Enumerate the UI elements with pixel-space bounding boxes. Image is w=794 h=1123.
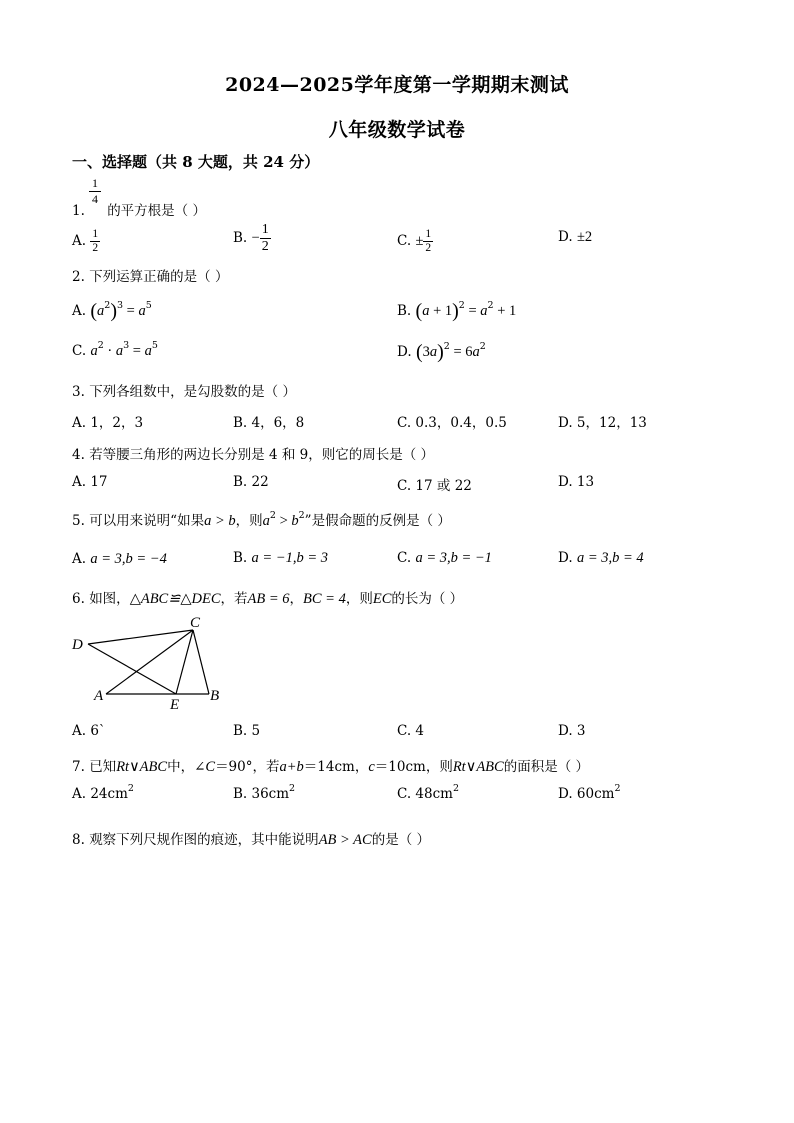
q1-option-b[interactable]: B. − $\frac{1}{2}$ <box>233 222 269 254</box>
q4-option-a[interactable]: A. 17 <box>72 474 108 490</box>
question-number: 6. <box>72 591 85 607</box>
q1-option-c[interactable]: C. ± $\frac{1}{2}$ <box>397 228 432 254</box>
fraction: $\frac{1}{2}$ <box>92 228 99 254</box>
q2-option-d[interactable]: D. $(3a)^2 = 6a^2$ <box>397 341 486 363</box>
q2-option-c[interactable]: C. $a^2 \cdot a^3 = a^5$ <box>72 340 158 359</box>
question-1 <box>72 199 206 219</box>
question-5: 5. 可以用来说明“如果a > b，则$a^2 > b^2$”是假命题的反例是（ ） <box>72 510 451 529</box>
question-number: 8. <box>72 832 85 848</box>
label-e: E <box>170 697 180 712</box>
q1-option-a[interactable]: A. $\frac{1}{2}$ <box>72 228 99 254</box>
label-c: C <box>190 615 201 631</box>
question-number: 2. <box>72 269 85 285</box>
q6-option-c[interactable]: C. 4 <box>397 723 425 739</box>
question-number: 5. <box>72 513 85 529</box>
q5-option-c[interactable]: C. a = 3,b = −1 <box>397 550 492 566</box>
q2-option-a[interactable]: A. $(a^2)^3 = a^5$ <box>72 300 152 322</box>
math-expression: $(a + 1)^2 = a^2 + 1$ <box>415 300 517 322</box>
label-d: D <box>72 637 83 653</box>
question-stem: 下列各组数中，是勾股数的是（ ） <box>89 384 296 400</box>
math-inline: $a^2 > b^2$ <box>262 510 305 529</box>
q5-option-b[interactable]: B. a = −1,b = 3 <box>233 550 328 566</box>
question-2 <box>72 265 228 285</box>
q1-option-d[interactable]: D. ±2 <box>558 229 593 245</box>
q6-option-b[interactable]: B. 5 <box>233 723 261 739</box>
label-b: B <box>210 688 220 704</box>
exam-subtitle: 八年级数学试卷 <box>328 119 466 141</box>
q3-option-a[interactable]: A. 1，2，3 <box>72 415 144 431</box>
fraction: $\frac{1}{2}$ <box>425 228 432 254</box>
q7-option-a[interactable]: A. $24cm^2$ <box>72 783 134 802</box>
segment-ec <box>176 630 193 694</box>
question-8: 8. 观察下列尺规作图的痕迹，其中能说明AB > AC的是（ ） <box>72 832 430 848</box>
question-4 <box>72 443 434 463</box>
question-stem: 若等腰三角形的两边长分别是 4 和 9，则它的周长是（ ） <box>89 447 435 463</box>
q3-option-b[interactable]: B. 4，6，8 <box>233 415 305 431</box>
q4-option-d[interactable]: D. 13 <box>558 474 595 490</box>
question-number: 7. <box>72 759 85 775</box>
q1-fraction: $\frac{1}{4}$ <box>89 176 101 207</box>
math-expression: $(3a)^2 = 6a^2$ <box>415 341 486 363</box>
section-title-multiple-choice: 一、选择题（共 8 大题，共 24 分） <box>72 153 320 171</box>
math-expression: $a^2 \cdot a^3 = a^5$ <box>90 340 158 359</box>
exam-title: 2024—2025学年度第一学期期末测试 <box>225 74 569 96</box>
q4-option-b[interactable]: B. 22 <box>233 474 269 490</box>
q6-option-a[interactable]: A. 6` <box>72 723 106 739</box>
segment-bc <box>193 630 209 694</box>
question-stem: 的平方根是（ ） <box>107 203 206 219</box>
q4-option-c[interactable]: C. 17 或 22 <box>397 478 472 494</box>
question-7: 7. 已知Rt∨ABC中，∠C＝90°，若a+b＝14cm，c＝10cm，则Rt∨ABC的面积是（ ） <box>72 759 590 775</box>
q3-option-d[interactable]: D. 5，12，13 <box>558 415 647 431</box>
question-3 <box>72 380 296 400</box>
q2-option-b[interactable]: B. $(a + 1)^2 = a^2 + 1$ <box>397 300 517 322</box>
question-number: 1. <box>72 203 85 219</box>
math-inline: a > b <box>204 513 236 529</box>
q3-option-c[interactable]: C. 0.3，0.4，0.5 <box>397 415 507 431</box>
q7-option-d[interactable]: D. $60cm^2$ <box>558 783 621 802</box>
q5-option-a[interactable]: A. a = 3,b = −4 <box>72 551 167 567</box>
question-6: 6. 如图，△ABC≌△DEC，若AB = 6，BC = 4，则EC的长为（ ） <box>72 591 464 607</box>
q6-option-d[interactable]: D. 3 <box>558 723 586 739</box>
q7-option-b[interactable]: B. $36cm^2$ <box>233 783 296 802</box>
q5-option-d[interactable]: D. a = 3,b = 4 <box>558 550 644 566</box>
q6-triangle-figure <box>64 612 234 712</box>
label-a: A <box>94 688 104 704</box>
question-number: 4. <box>72 447 85 463</box>
math-expression: $(a^2)^3 = a^5$ <box>90 300 152 322</box>
q7-option-c[interactable]: C. $48cm^2$ <box>397 783 460 802</box>
fraction: $\frac{1}{2}$ <box>261 222 269 254</box>
question-number: 3. <box>72 384 85 400</box>
question-stem: 下列运算正确的是（ ） <box>89 269 229 285</box>
